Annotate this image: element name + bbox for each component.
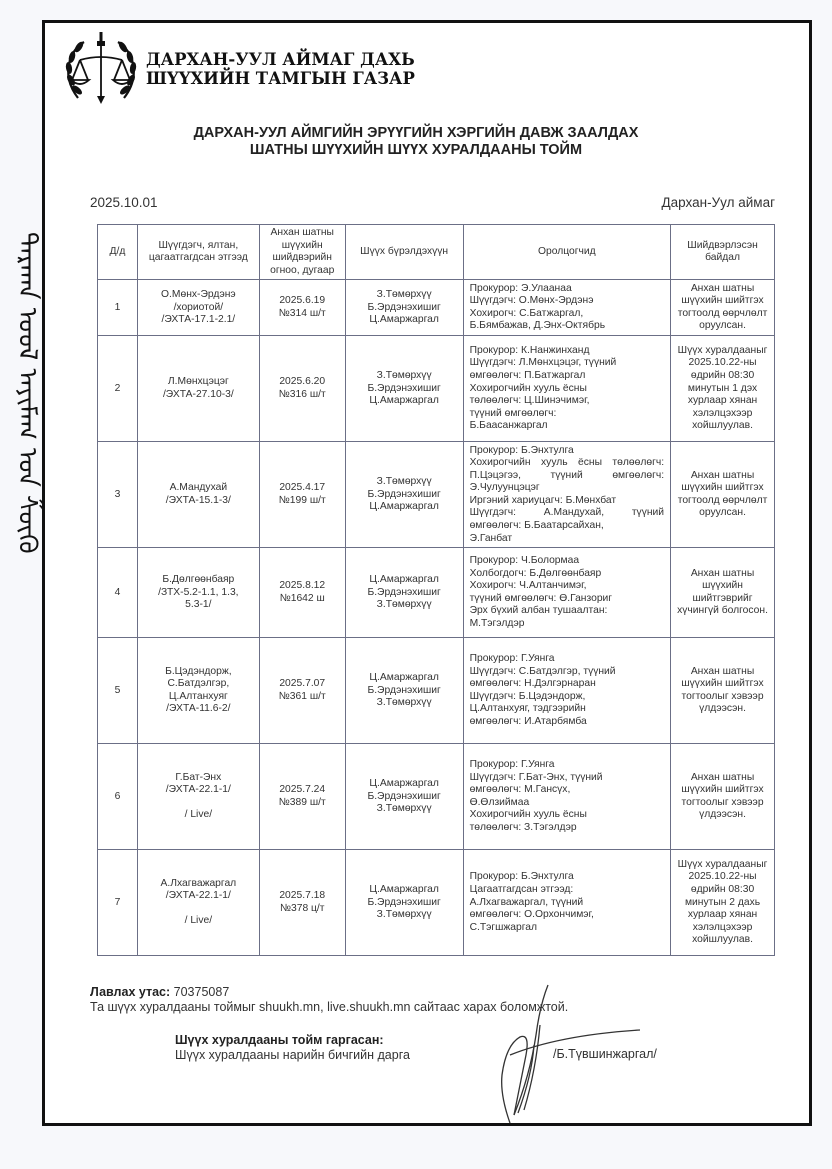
prepared-by-label: Шүүх хуралдааны тойм гаргасан: bbox=[175, 1033, 384, 1047]
cell-decision bbox=[259, 744, 345, 850]
cell-participants-line: Хохирогчийн хууль ёсны bbox=[469, 809, 587, 821]
cell-panel-line: З.Төмөрхүү bbox=[376, 697, 432, 709]
handwritten-signature-icon bbox=[440, 975, 640, 1125]
cell-panel-line: Б.Эрдэнэхишиг bbox=[367, 684, 441, 696]
cell-participants bbox=[463, 548, 671, 638]
header-result: Шийдвэрлэсэн байдал bbox=[671, 225, 775, 280]
cell-panel-line: З.Төмөрхүү bbox=[376, 288, 432, 300]
title-line-2: ШАТНЫ ШҮҮХИЙН ШҮҮХ ХУРАЛДААНЫ ТОЙМ bbox=[249, 142, 583, 158]
cell-defendant bbox=[137, 744, 259, 850]
cell-defendant-line: /ЭХТА-22.1-1/ bbox=[165, 784, 231, 796]
cell-participants-line: Цагаатгагдсан этгээд: bbox=[469, 883, 574, 895]
table-header-row bbox=[98, 225, 775, 280]
cell-participants-line: Прокурор: Б.Энхтулга bbox=[469, 871, 574, 883]
cell-defendant bbox=[137, 280, 259, 336]
cell-result: Анхан шатны шүүхийн шийтгэх тогтоолыг хэвээр үлдээсэн. bbox=[671, 744, 775, 850]
cell-defendant-line bbox=[144, 903, 253, 916]
cell-decision-date: 2025.7.24 bbox=[279, 784, 326, 796]
org-line-2: ШҮҮХИЙН ТАМГЫН ГАЗАР bbox=[146, 69, 415, 88]
cell-panel-line: Б.Эрдэнэхишиг bbox=[367, 896, 441, 908]
document-place: Дархан-Уул аймаг bbox=[661, 195, 775, 210]
cell-participants-line: Хохирогчийн хууль ёсны bbox=[469, 382, 587, 394]
cell-defendant-line: 5.3-1/ bbox=[185, 599, 212, 611]
cell-panel-line: З.Төмөрхүү bbox=[376, 599, 432, 611]
table-row bbox=[98, 548, 775, 638]
cell-decision bbox=[259, 280, 345, 336]
cell-decision-date: 2025.6.19 bbox=[279, 295, 326, 307]
cell-defendant-line: Б.Цэдэндорж, bbox=[165, 665, 232, 677]
table-row bbox=[98, 442, 775, 548]
cell-defendant-line: Л.Мөнхцэцэг bbox=[167, 376, 229, 388]
cell-defendant-line: Б.Дөлгөөнбаяр bbox=[162, 573, 235, 585]
cell-defendant bbox=[137, 548, 259, 638]
cell-participants-line: Шүүгдэгч: Б.Цэдэндорж, bbox=[469, 690, 586, 702]
cell-decision bbox=[259, 442, 345, 548]
cell-defendant-line: /хориотой/ bbox=[173, 301, 224, 313]
cell-decision-no: №378 ц/т bbox=[279, 902, 325, 914]
org-line-1: ДАРХАН-УУЛ АЙМАГ ДАХЬ bbox=[146, 50, 415, 69]
cell-decision-no: №361 ш/т bbox=[278, 690, 326, 702]
table-row bbox=[98, 744, 775, 850]
table-row bbox=[98, 280, 775, 336]
cell-defendant-line: Г.Бат-Энх bbox=[175, 771, 222, 783]
cell-participants-line: Э.Ганбат bbox=[469, 532, 513, 544]
header-panel: Шүүх бүрэлдэхүүн bbox=[345, 225, 463, 280]
cell-decision-date: 2025.6.20 bbox=[279, 376, 326, 388]
cell-defendant-line: /ЭХТА-15.1-3/ bbox=[165, 494, 231, 506]
cell-decision-no: №389 ш/т bbox=[278, 796, 326, 808]
header-participants: Оролцогчид bbox=[463, 225, 671, 280]
cell-participants-line: төлөөлөгч: З.Тэгэлдэр bbox=[469, 822, 577, 834]
cell-decision-no: №199 ш/т bbox=[278, 494, 326, 506]
table-row bbox=[98, 850, 775, 956]
cell-panel bbox=[345, 548, 463, 638]
cell-participants bbox=[463, 850, 671, 956]
hearing-summary-table bbox=[97, 224, 775, 956]
cell-participants-line: Б.Бямбажав, Д.Энх-Октябрь bbox=[469, 320, 606, 332]
cell-defendant-line: / Live/ bbox=[184, 809, 213, 821]
cell-result: Шүүх хуралдааныг 2025.10.22-ны өдрийн 08:30 минутын 2 дахь хурлаар хянан хэлэлцэхээр хойшлуулав. bbox=[671, 850, 775, 956]
cell-defendant-line: / Live/ bbox=[184, 915, 213, 927]
cell-participants-line: Прокурор: Ч.Болормаа bbox=[469, 555, 580, 567]
cell-no: 3 bbox=[98, 442, 138, 548]
cell-panel-line: Б.Эрдэнэхишиг bbox=[367, 301, 441, 313]
cell-result: Анхан шатны шүүхийн шийтгэх тогтоолд өөрчлөлт оруулсан. bbox=[671, 280, 775, 336]
cell-panel-line: Ц.Амаржаргал bbox=[369, 671, 439, 683]
cell-participants-line: өмгөөлөгч: М.Гансүх, bbox=[469, 784, 571, 796]
cell-participants-line: Хохирогч: Ч.Алтанчимэг, bbox=[469, 580, 587, 592]
cell-participants-line: Шүүгдэгч: С.Батдэлгэр, түүний bbox=[469, 665, 616, 677]
cell-participants bbox=[463, 336, 671, 442]
cell-panel bbox=[345, 744, 463, 850]
cell-participants-line: Шүүгдэгч: О.Мөнх-Эрдэнэ bbox=[469, 295, 594, 307]
cell-decision-date: 2025.8.12 bbox=[279, 580, 326, 592]
cell-no: 5 bbox=[98, 638, 138, 744]
cell-defendant-line: /ЭХТА-27.10-3/ bbox=[162, 388, 234, 400]
cell-participants-line: Прокурор: К.Нанжинханд bbox=[469, 344, 590, 356]
cell-no: 4 bbox=[98, 548, 138, 638]
cell-participants-line: Ц.Алтанхуяг, тэдгээрийн bbox=[469, 703, 586, 715]
cell-participants-line: Хохирогч: С.Батжаргал, bbox=[469, 307, 584, 319]
document-date: 2025.10.01 bbox=[90, 195, 158, 210]
cell-participants-line: С.Тэгшжаргал bbox=[469, 921, 538, 933]
cell-defendant bbox=[137, 442, 259, 548]
cell-participants-line: Хохирогчийн хууль ёсны төлөөлөгч: П.Цэцэгээ, түүний өмгөөлөгч: Э.Чулуунцэцэг bbox=[469, 457, 665, 494]
cell-panel-line: З.Төмөрхүү bbox=[376, 803, 432, 815]
cell-result: Анхан шатны шүүхийн шийтгэврийг хүчингүй болгосон. bbox=[671, 548, 775, 638]
title-line-1: ДАРХАН-УУЛ АЙМГИЙН ЭРҮҮГИЙН ХЭРГИЙН ДАВЖ ЗААЛДАХ bbox=[193, 125, 639, 141]
cell-participants-line: Прокурор: Б.Энхтулга bbox=[469, 444, 574, 456]
phone-number: 70375087 bbox=[173, 985, 230, 999]
cell-decision bbox=[259, 850, 345, 956]
cell-panel-line: Б.Эрдэнэхишиг bbox=[367, 488, 441, 500]
cell-defendant-line: С.Батдэлгэр, bbox=[167, 678, 230, 690]
phone-label: Лавлах утас: bbox=[90, 985, 171, 999]
cell-panel bbox=[345, 442, 463, 548]
cell-decision-no: №1642 ш bbox=[279, 592, 325, 604]
cell-no: 1 bbox=[98, 280, 138, 336]
header-decision: Анхан шатны шүүхийн шийдвэрийн огноо, дугаар bbox=[259, 225, 345, 280]
cell-decision-date: 2025.7.07 bbox=[279, 678, 326, 690]
cell-panel-line: З.Төмөрхүү bbox=[376, 909, 432, 921]
cell-no: 7 bbox=[98, 850, 138, 956]
cell-panel-line: Ц.Амаржаргал bbox=[369, 314, 439, 326]
cell-participants-line: түүний өмгөөлөгч: bbox=[469, 407, 557, 419]
cell-panel-line: Ц.Амаржаргал bbox=[369, 883, 439, 895]
cell-participants-line: Прокурор: Э.Улаанаа bbox=[469, 282, 572, 294]
cell-decision bbox=[259, 638, 345, 744]
cell-participants-line: өмгөөлөгч: Н.Дэлгэрнаран bbox=[469, 678, 596, 690]
cell-decision bbox=[259, 336, 345, 442]
cell-participants bbox=[463, 638, 671, 744]
cell-panel bbox=[345, 280, 463, 336]
document-title bbox=[100, 125, 732, 159]
cell-participants-line: төлөөлөгч: Ц.Шинэчимэг, bbox=[469, 395, 590, 407]
prepared-by bbox=[175, 1033, 410, 1063]
cell-participants-line: түүний өмгөөлөгч: Ө.Ганзориг bbox=[469, 592, 613, 604]
cell-panel-line: Б.Эрдэнэхишиг bbox=[367, 790, 441, 802]
cell-decision-no: №316 ш/т bbox=[278, 388, 326, 400]
cell-participants-line: А.Лхагважаргал, түүний bbox=[469, 896, 584, 908]
website-note: Та шүүх хуралдааны тоймыг shuukh.mn, live.shuukh.mn сайтаас харах боломжтой. bbox=[90, 1000, 569, 1014]
cell-defendant bbox=[137, 638, 259, 744]
cell-defendant-line: /ЭХТА-22.1-1/ bbox=[165, 890, 231, 902]
cell-defendant-line: А.Лхагважаргал bbox=[160, 877, 237, 889]
cell-panel-line: З.Төмөрхүү bbox=[376, 369, 432, 381]
cell-participants-line: Иргэний хариуцагч: Б.Мөнхбат bbox=[469, 494, 617, 506]
cell-participants-line: өмгөөлөгч: П.Батжаргал bbox=[469, 369, 586, 381]
cell-participants-line: Ө.Өлзиймаа bbox=[469, 796, 530, 808]
prepared-by-name: /Б.Түвшинжаргал/ bbox=[553, 1047, 657, 1061]
cell-no: 6 bbox=[98, 744, 138, 850]
cell-defendant-line: /ЗТХ-5.2-1.1, 1.3, bbox=[158, 586, 239, 598]
cell-decision-date: 2025.4.17 bbox=[279, 482, 326, 494]
cell-panel-line: Ц.Амаржаргал bbox=[369, 501, 439, 513]
cell-defendant bbox=[137, 336, 259, 442]
cell-panel-line: Ц.Амаржаргал bbox=[369, 573, 439, 585]
cell-defendant bbox=[137, 850, 259, 956]
cell-participants-line: Шүүгдэгч: А.Мандухай, түүний өмгөөлөгч: Б.Баатарсайхан, bbox=[469, 507, 665, 532]
organization-name bbox=[146, 50, 415, 88]
cell-defendant-line bbox=[144, 797, 253, 810]
cell-panel-line: Б.Эрдэнэхишиг bbox=[367, 586, 441, 598]
cell-decision-date: 2025.7.18 bbox=[279, 890, 326, 902]
vertical-mongolian-script: ᠳᠠᠷᠬᠠᠨ ᠤᠤᠯ ᠠᠶᠢᠮᠠᠭ ᠤᠨ ᠱᠦᠬᠦ bbox=[12, 232, 42, 554]
cell-panel bbox=[345, 638, 463, 744]
header-defendant: Шүүгдэгч, ялтан, цагаатгагдсан этгээд bbox=[137, 225, 259, 280]
cell-decision bbox=[259, 548, 345, 638]
cell-panel-line: Ц.Амаржаргал bbox=[369, 777, 439, 789]
cell-participants-line: Прокурор: Г.Уянга bbox=[469, 759, 555, 771]
cell-participants-line: өмгөөлөгч: И.Атарбямба bbox=[469, 716, 587, 728]
cell-participants bbox=[463, 744, 671, 850]
cell-participants-line: Прокурор: Г.Уянга bbox=[469, 653, 555, 665]
prepared-by-title: Шүүх хуралдааны нарийн бичгийн дарга bbox=[175, 1048, 410, 1062]
cell-panel-line: Ц.Амаржаргал bbox=[369, 395, 439, 407]
cell-participants-line: өмгөөлөгч: О.Орхончимэг, bbox=[469, 909, 594, 921]
cell-defendant-line: /ЭХТА-11.6-2/ bbox=[166, 703, 231, 715]
cell-result: Шүүх хуралдааныг 2025.10.22-ны өдрийн 08:30 минутын 1 дэх хурлаар хянан хэлэлцэхээр хойшлуулав. bbox=[671, 336, 775, 442]
table-row bbox=[98, 336, 775, 442]
cell-panel bbox=[345, 336, 463, 442]
cell-result: Анхан шатны шүүхийн шийтгэх тогтоолыг хэвээр үлдээсэн. bbox=[671, 638, 775, 744]
cell-participants-line: Холбогдогч: Б.Дөлгөөнбаяр bbox=[469, 567, 602, 579]
cell-participants-line: М.Тэгэлдэр bbox=[469, 618, 525, 630]
cell-participants-line: Б.Баасанжаргал bbox=[469, 420, 548, 432]
cell-decision-no: №314 ш/т bbox=[278, 307, 326, 319]
cell-panel bbox=[345, 850, 463, 956]
cell-no: 2 bbox=[98, 336, 138, 442]
scales-of-justice-emblem-icon bbox=[60, 28, 142, 110]
cell-defendant-line: О.Мөнх-Эрдэнэ bbox=[161, 288, 236, 300]
cell-defendant-line: Ц.Алтанхуяг bbox=[168, 690, 228, 702]
cell-result: Анхан шатны шүүхийн шийтгэх тогтоолд өөрчлөлт оруулсан. bbox=[671, 442, 775, 548]
header-no: Д/д bbox=[98, 225, 138, 280]
cell-participants-line: Шүүгдэгч: Л.Мөнхцэцэг, түүний bbox=[469, 357, 617, 369]
table-row bbox=[98, 638, 775, 744]
cell-panel-line: З.Төмөрхүү bbox=[376, 475, 432, 487]
cell-participants-line: Эрх бүхий албан тушаалтан: bbox=[469, 605, 608, 617]
cell-defendant-line: /ЭХТА-17.1-2.1/ bbox=[161, 314, 236, 326]
cell-participants bbox=[463, 280, 671, 336]
cell-participants bbox=[463, 442, 671, 548]
cell-defendant-line: А.Мандухай bbox=[169, 482, 228, 494]
cell-participants-line: Шүүгдэгч: Г.Бат-Энх, түүний bbox=[469, 771, 603, 783]
cell-panel-line: Б.Эрдэнэхишиг bbox=[367, 382, 441, 394]
